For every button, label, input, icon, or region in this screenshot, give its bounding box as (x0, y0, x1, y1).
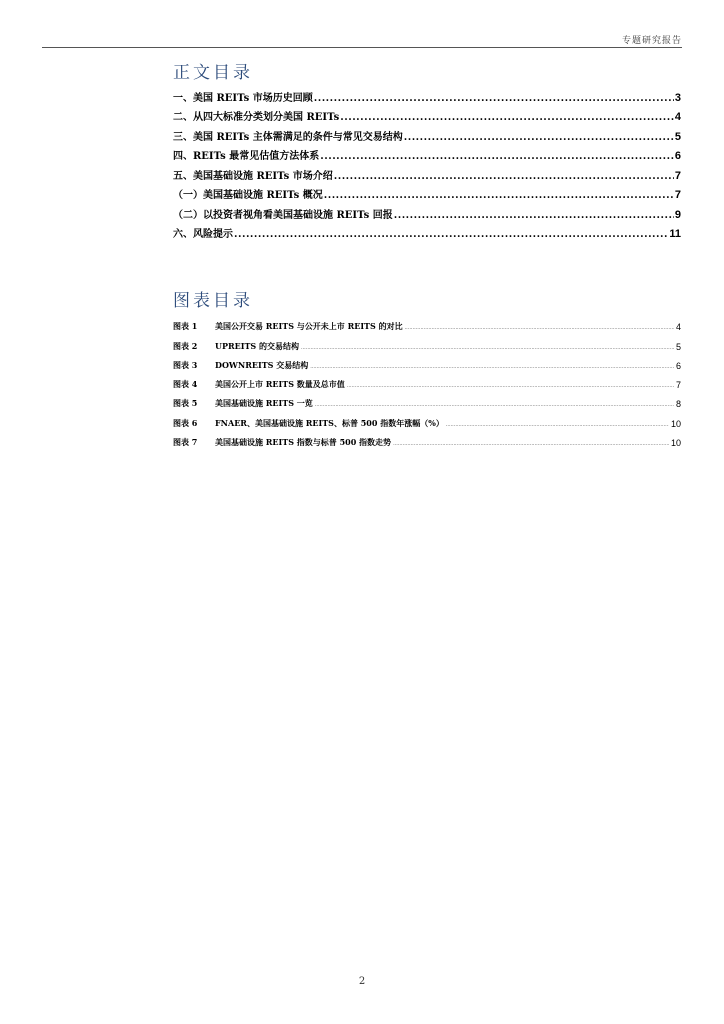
figures-title: 图表目录 (173, 291, 253, 311)
figure-page: 7 (675, 380, 681, 391)
figure-entry[interactable] (173, 390, 681, 409)
dot-leader (234, 230, 668, 240)
page-number: 2 (358, 976, 366, 987)
toc-entry-page: 9 (674, 208, 681, 221)
toc-entry[interactable] (173, 201, 681, 221)
dot-leader (320, 152, 674, 162)
figure-number: 图表 6 (173, 417, 198, 428)
toc-entry-page: 7 (674, 169, 681, 182)
dot-leader (315, 401, 674, 409)
figure-title: 美国基础设施 REITS 指数与标普 500 指数走势 (215, 437, 392, 448)
toc-entry-title: 二、从四大标准分类划分美国 REITs (173, 112, 340, 123)
figure-title: DOWNREITS 交易结构 (215, 359, 309, 370)
toc-entry-title: 六、风险提示 (173, 229, 233, 240)
dot-leader (310, 363, 674, 371)
figure-page: 10 (670, 418, 681, 429)
dot-leader (404, 133, 674, 143)
figure-entry[interactable] (173, 313, 681, 332)
dot-leader (340, 113, 674, 123)
toc-entry-title: 四、REITs 最常见估值方法体系 (173, 151, 320, 162)
dot-leader (347, 382, 674, 390)
toc-entry[interactable] (173, 143, 681, 163)
figure-entry[interactable] (173, 352, 681, 371)
figure-page: 4 (675, 322, 681, 333)
figure-title: FNAER、美国基础设施 REITS、标普 500 指数年涨幅（%） (215, 417, 444, 428)
dot-leader (393, 440, 669, 448)
dot-leader (446, 421, 669, 429)
contents-list (173, 84, 681, 240)
dot-leader (301, 344, 674, 352)
contents-title: 正文目录 (173, 63, 253, 83)
figure-page: 10 (670, 438, 681, 449)
figure-entry[interactable] (173, 429, 681, 448)
figure-number: 图表 3 (173, 359, 198, 370)
figure-page: 5 (675, 341, 681, 352)
toc-entry-title: （二）以投资者视角看美国基础设施 REITs 回报 (173, 209, 393, 221)
dot-leader (314, 94, 674, 104)
figure-number: 图表 1 (173, 321, 198, 332)
toc-entry-page: 4 (674, 111, 681, 123)
figure-page: 6 (675, 360, 681, 371)
toc-entry-page: 11 (669, 228, 681, 240)
figure-number: 图表 5 (173, 398, 198, 409)
toc-entry[interactable] (173, 104, 681, 124)
toc-entry[interactable] (173, 182, 681, 202)
toc-entry[interactable] (173, 162, 681, 182)
dot-leader (324, 191, 674, 201)
toc-entry-page: 6 (674, 150, 681, 162)
toc-entry-title: 三、美国 REITs 主体需满足的条件与常见交易结构 (173, 131, 403, 143)
report-type-label: 专题研究报告 (621, 36, 682, 46)
figure-entry[interactable] (173, 409, 681, 428)
figure-number: 图表 2 (173, 340, 198, 351)
toc-entry-page: 7 (674, 189, 681, 201)
figure-title: 美国公开交易 REITS 与公开未上市 REITS 的对比 (215, 321, 403, 332)
figure-title: UPREITS 的交易结构 (215, 340, 299, 351)
figure-title: 美国基础设施 REITS 一览 (215, 398, 313, 409)
dot-leader (394, 211, 674, 221)
figures-list (173, 313, 681, 448)
toc-entry-page: 5 (674, 130, 681, 143)
toc-entry-title: 一、美国 REITs 市场历史回顾 (173, 92, 313, 104)
toc-entry[interactable] (173, 123, 681, 143)
toc-entry-page: 3 (674, 91, 681, 104)
figure-entry[interactable] (173, 332, 681, 351)
dot-leader (405, 324, 674, 332)
toc-entry[interactable] (173, 84, 681, 104)
figure-title: 美国公开上市 REITS 数量及总市值 (215, 379, 345, 390)
header-divider (42, 47, 682, 48)
toc-entry-title: （一）美国基础设施 REITs 概况 (173, 190, 323, 201)
figure-number: 图表 7 (173, 437, 198, 448)
dot-leader (334, 172, 674, 182)
toc-entry[interactable] (173, 221, 681, 241)
figure-number: 图表 4 (173, 379, 198, 390)
figure-entry[interactable] (173, 371, 681, 390)
toc-entry-title: 五、美国基础设施 REITs 市场介绍 (173, 170, 333, 182)
figure-page: 8 (675, 399, 681, 410)
